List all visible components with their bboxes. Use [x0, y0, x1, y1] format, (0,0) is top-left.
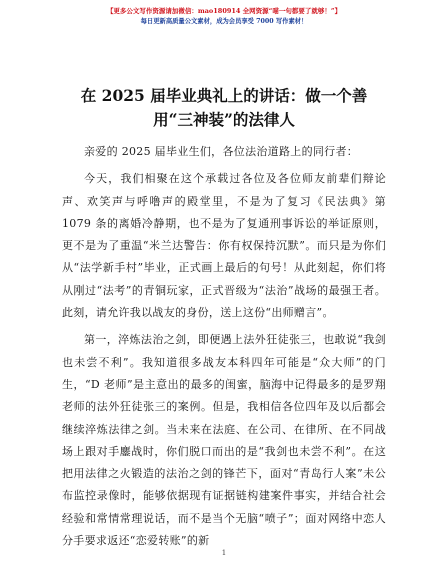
document-title: 在 2025 届毕业典礼上的讲话：做一个善用“三神装”的法律人 [80, 86, 368, 129]
document-body [62, 141, 386, 557]
salutation-paragraph: 亲爱的 2025 届毕业生们，各位法治道路上的同行者： [84, 145, 359, 158]
header-banner [0, 6, 448, 27]
banner-contact-line: 【更多公文写作资源请加微信：mao180914 全网资源“喵一句都要了就够！”】 [106, 7, 342, 15]
body-paragraph: 第一，淬炼法治之剑，即便遇上法外狂徒张三，也敢说“我剑也未尝不利”。我知道很多战友本科四年可能是“众大师”的门生，“D 老师”是主意出的最多的闺蜜，脑海中记得最多的是罗翔老师的法外狂徒张三的案例。但是，我相信各位四年及以后都会继续淬炼法律之剑。当未来在法庭、在公司、在律所、在不同战场上跟对手鏖战时，你们脱口而出的是“我剑也未尝不利”。在这把用法律之火锻造的法治之剑的锋芒下，面对“青岛行人案”未公布监控录像时，能够依据现有证据链构建案件事实，并结合社会经验和常情常理说话，而不是当个无脑“喷子”；面对网络中恋人分手要求返还“恋爱转账”的新 [62, 333, 386, 548]
banner-promo-line: 每日更新高质量公文素材，成为会员享受 7000 写作素材！ [140, 18, 308, 25]
body-paragraph: 今天，我们相聚在这个承载过各位及各位师友前辈们辩论声、欢笑声与呼噜声的殿堂里，不是为了复习《民法典》第 1079 条的离婚冷静期，也不是为了复通刑事诉讼的举证原则，更不是为了重温“米兰达警告：你有权保持沉默”。而只是为你们从“法学新手村”毕业，正式画上最后的句号！从此刻起，你们将从刚过“法考”的青铜玩家，正式晋级为“法治”战场的最强王者。此刻，请允许我以战友的身份，送上这份“出师赠言”。 [62, 172, 386, 320]
page-number: 1 [221, 549, 227, 557]
